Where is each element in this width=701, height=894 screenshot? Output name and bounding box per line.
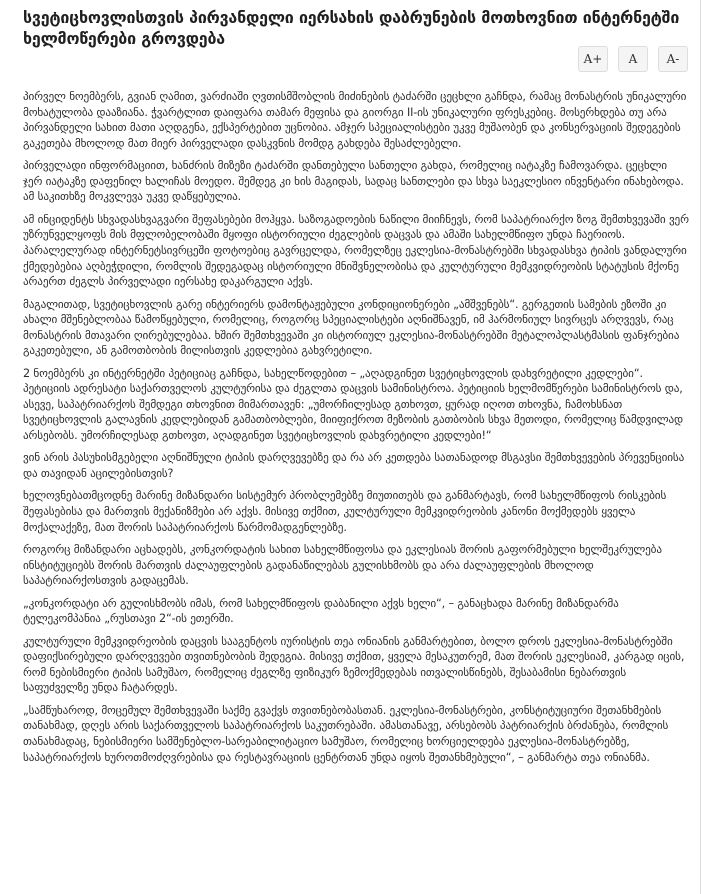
article-paragraph: „კონკორდატი არ გულისხმობს იმას, რომ სახელმწიფოს დაბანილი აქვს ხელი“, – განაცხადა მარინე მიზანდარმა ტელეკომპანია „რუსთავი 2“-ის ეთერში. xyxy=(23,596,619,626)
article-paragraph: პირველადი ინფორმაციით, ხანძრის მიზეზი ტაძარში დანთებული სანთელი გახდა, რომელიც იატაკზე ჩამოვარდა. ცეცხლი ჯერ იატაკზე დაფენილ ხალიჩას მოედო. შემდეგ კი ხის მაგიდას, სადაც სანთლები და სხვა საეკლესიო ინვენტარი ინახებოდა. ამ საკითხზე მოკვლევა უკვე დაწყებულია. xyxy=(23,159,684,204)
increase-font-button[interactable]: A+ xyxy=(578,46,608,72)
article-paragraph: მაგალითად, სვეტიცხოვლის გარე ინტერიერს დამონტაჟებული კონდიციონერები „ამშვენებს“. გერგეთის სამების ეზოში კი ახალი მშენებლობაა წამოწყებული, რომელიც, როგორც სპეციალისტები აღნიშნავენ, იმ ჰარმონიულ სივრცეს არღვევს, რაც მონასტრის მთავარი ღირებულებაა. ხშირ შემთხვევაში კი ისტორიულ ეკლესია-მონასტრებში მეტალოპლასტმასის ფანჯრებია გაკეთებული, ან გამოთბობის მილისთვის კედლებია გახვრეტილი. xyxy=(23,297,680,358)
article-paragraph: კულტურული მემკვიდრეობის დაცვის სააგენტოს იურისტის თეა ონიანის განმარტებით, ბოლო დროს ეკლესია-მონასტრებში დაფიქსირებული დარღვევები თვითნებობის შედეგია. მისივე თქმით, ყველა მესაკუთრემ, მათ შორის ეკლესიამ, კარგად იცის, რომ ნებისმიერი ტიპის სამუშაო, რომელიც ძეგლზე ფიზიკურ ზემოქმედებას ითვალისწინებს, შესაბამისი ნებართვის საფუძველზე უნდა ჩატარდეს. xyxy=(23,634,685,695)
article-paragraph: როგორც მიზანდარი აცხადებს, კონკორდატის სახით სახელმწიფოსა და ეკლესიას შორის გაფორმებული ხელშეკრულება ინსტიტუციებს შორის მართვის ძალაუფლების გადანაწილებას გულისხმობს და არა ძალაუფლების მხოლოდ საპატრიარქოსთვის გადაცემას. xyxy=(23,543,662,588)
font-size-controls xyxy=(578,46,688,72)
article-paragraph: ხელოვნებათმცოდნე მარინე მიზანდარი სისტემურ პრობლემებზე მიუთითებს და განმარტავს, რომ სახელმწიფოს რისკების შეფასებისა და მართვის მექანიზმები არ აქვს. მისივე თქმით, კულტურული მემკვიდრეობის კანონი მოქმედებს ყველა მოქალაქეზე, მათ შორის საპატრიარქოს წარმომადგენლებზე. xyxy=(23,489,667,534)
article-paragraph: „სამწუხაროდ, მოცემულ შემთხვევაში საქმე გვაქვს თვითნებობასთან. ეკლესია-მონასტრები, კონსტიტუციური შეთანხმების თანახმად, დღეს არის საქართველოს საპატრიარქოს საკუთრებაში. ამასთანავე, არსებობს პატრიარქის ბრძანება, რომლის თანახმადაც, ნებისმიერი სამშენებლო-სარეაბილიტაციო სამუშაო, რომელიც ხორციელდება ეკლესია-მონასტრებზე, საპატრიარქოს ხუროთმოძღვრებისა და რესტავრაციის ცენტრთან უნდა იყოს შეთანხმებული“, – განმარტა თეა ონიანმა. xyxy=(23,703,669,764)
article-paragraph: პირველ ნოემბერს, გვიან ღამით, ვარძიაში ღვთისმშობლის მიძინების ტაძარში ცეცხლი გაჩნდა, რამაც მონასტრის უნიკალური მოხატულობა დააზიანა. ჭვარტლით დაიფარა თამარ მეფისა და გიორგი II-ის უნიკალური ფრესკებიც. მოსერხდება თუ არა პირვანდელი სახით მათი აღდგენა, ექსპერტებით უცნობია. ამჯერ სპეციალისტები უკვე მუშაობენ და კონსერვაციის შედეგების გაკეთება მხოლოდ მათ მიერ პირველადი დასკვნის მომდგ გახდება შესაძლებელი. xyxy=(23,90,687,150)
decrease-font-button[interactable]: A- xyxy=(658,46,688,72)
article-title: სვეტიცხოვლისთვის პირვანდელი იერსახის დაბრუნების მოთხოვნით ინტერნეტში ხელმოწერები გროვდება xyxy=(23,8,680,48)
article-paragraph: 2 ნოემბერს კი ინტერნეტში პეტიციაც გაჩნდა, სახელწოდებით – „აღადგინეთ სვეტიცხოვლის დახვრეტილი კედლები“. პეტიციის ადრესატი საქართველოს კულტურისა და ძეგლთა დაცვის სამინისტროა. პეტიციის ხელმომწერები სამინისტროს და, ასევე, საპატრიარქოს შემდეგი თხოვნით მიმართავენ: „უმორჩილესად გთხოვთ, ყურად იღოთ თხოვნა, ჩამოხსნათ სვეტიცხოვლის გალავნის კედლებიდან გამათბობლები, მიიფიქროთ მეზობის გათბობის სხვა მეთოდი, რომელიც წამდვილად არსებობს. უმორჩილესად გთხოვთ, აღადგინეთ სვეტიცხოვლის დახვრეტილი კედლები!“ xyxy=(23,366,684,443)
article-body xyxy=(23,89,689,772)
article-paragraph: ამ ინციდენტს სხვადასხვაგვარი შეფასებები მოჰყვა. საზოგადოების ნაწილი მიიჩნევს, რომ საპატრიარქო ზოგ შემთხვევაში ვერ უზრუნველყოფს მის მფლობელობაში მყოფი ისტორიული ძეგლების დაცვას და ამაში სახელმწიფო უნდა ჩაერიოს. პარალელურად ინტერნეტსივრცეში ფოტოებიც გავრცელდა, რომელზეც ეკლესია-მონასტრებში სხვადასხვა ტიპის ვანდალური ქმედებებია აღბეჭდილი, რომლის შედეგადაც ისტორიული მნიშვნელობისა და კულტურული მემკვიდრეობის სტატუსის მქონე არაერთ ძეგლს პირველადი იერსახე დაკარგული აქვს. xyxy=(23,212,689,289)
article-paragraph: ვინ არის პასუხისმგებელი აღნიშნული ტიპის დარღვევებზე და რა არ კეთდება სათანადოდ მსგავსი შემთხვევების პრევენციისა და თავიდან აცილებისთვის? xyxy=(23,451,685,481)
reset-font-button[interactable]: A xyxy=(618,46,648,72)
